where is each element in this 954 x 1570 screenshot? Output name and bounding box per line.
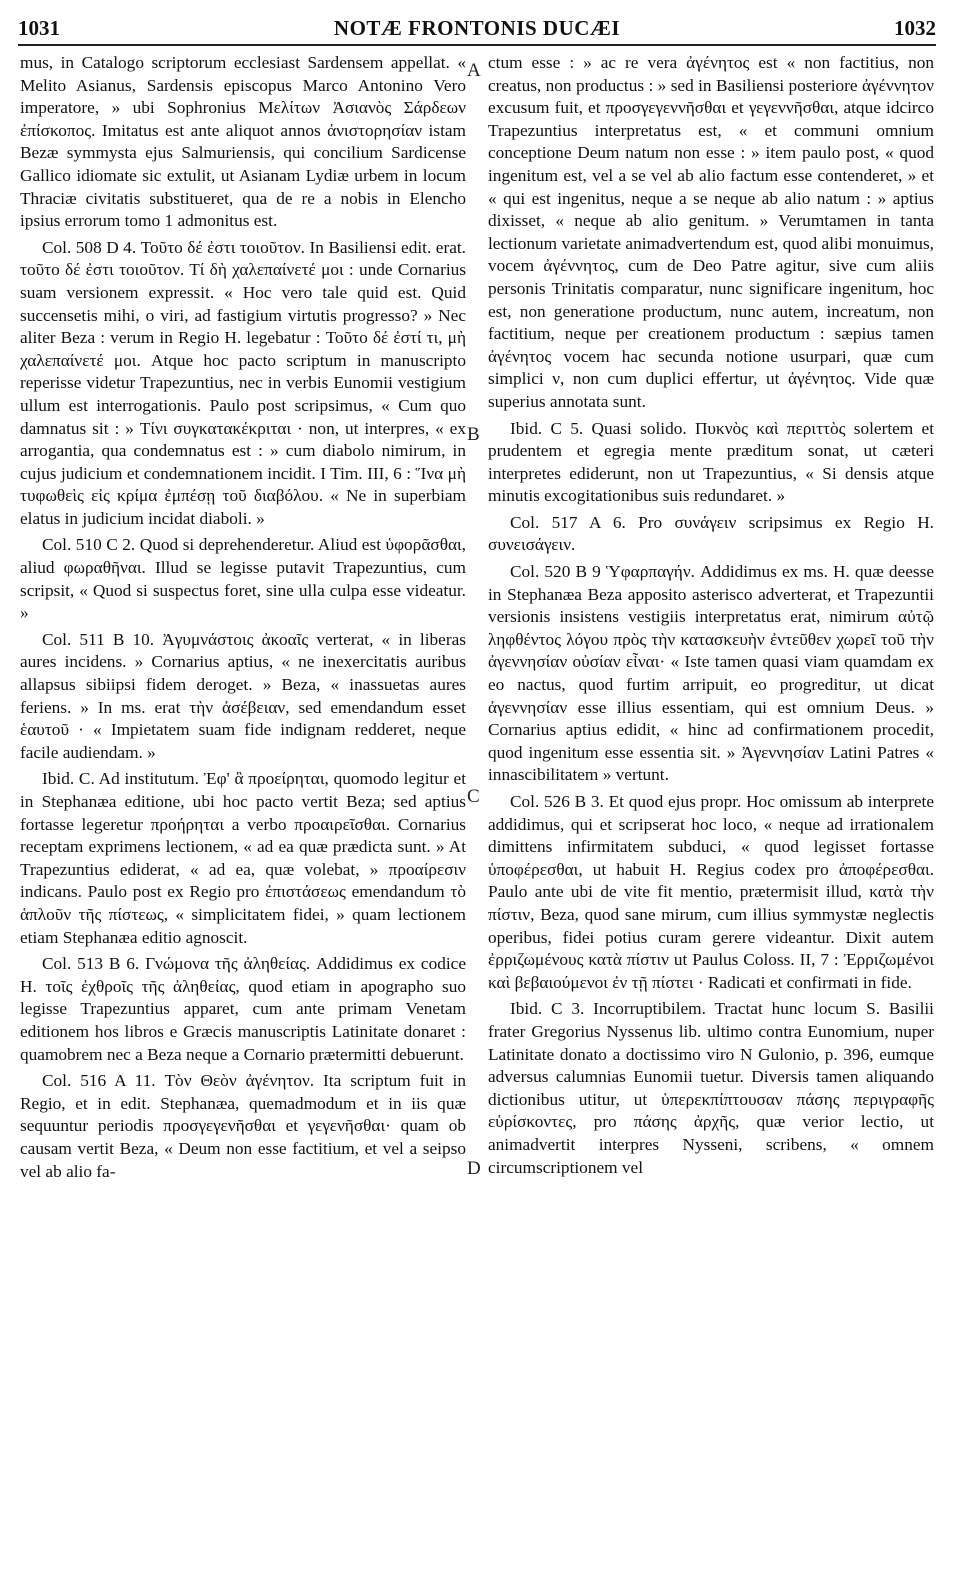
right-column <box>488 52 934 1183</box>
running-title: NOTÆ FRONTONIS DUCÆI <box>333 16 621 40</box>
left-column <box>20 52 466 1187</box>
paragraph: mus, in Catalogo scriptorum ecclesiast Sardensem appellat. « Melito Asianus, Sardensis episcopus Marco Antonino Vero imperatore, » ubi Sophronius Μελίτων Ἀσιανὸς Σάρδεων ἐπίσκοπος. Imitatus est ante aliquot annos ἀνιστορησίαν istam Bezæ symmysta ejus Salmuriensis, qui concilium Sardicense Gallico idiomate sic extulit, ut Asianam Lydiæ urbem in locum Thraciæ civitatis substitueret, qua de re a nobis in Elencho ipsius errorum tomo 1 admonitus est. <box>20 53 466 231</box>
paragraph: Col. 508 D 4. Τοῦτο δέ ἐστι τοιοῦτον. In Basiliensi edit. erat. τοῦτο δέ ἐστι τοιοῦτον. Τί δὴ χαλεπαίνετέ μοι : unde Cornarius suam versionem expressit. « Hoc vero tale quid est. Quid succensetis mihi, o viri, ad fastigium virtutis progresso? » Nec aliter Beza : verum in Regio H. legebatur : Τοῦτο δέ ἐστί τι, μὴ χαλεπαίνετέ μοι. Atque hoc pacto scriptum in manuscripto reperisse videtur Trapezuntius, nec in verbis Eunomii vestigium ullum est interrogationis. Paulo post scripsimus, « Cum quo damnatus sit : » Τίνι συγκατακέκριται · non, ut interpres, « ex arrogantia, qua condemnatus est : » cum diabolo nimirum, in cujus judicium et condemnationem incidit. I Tim. III, 6 : Ἵνα μὴ τυφωθεὶς εἰς κρίμα ἐμπέσῃ τοῦ διαβόλου. « Ne in superbiam elatus in judicium incidat diaboli. » <box>20 237 466 528</box>
page-number-left: 1031 <box>18 16 60 40</box>
margin-letter: B <box>467 424 480 445</box>
page-number-right: 1032 <box>894 16 936 40</box>
running-header <box>18 12 936 44</box>
paragraph: Col. 526 B 3. Et quod ejus propr. Hoc omissum ab interprete addidimus, qui et scripserat hoc loco, « neque ad irrationalem dimittens infirmitatem subduci, « quod legisset fortasse ὑποφέρεσθαι, ut habuit H. Regius codex pro ἀποφέρεσθαι. Paulo ante ubi de vite fit mentio, prætermisit illud, κατὰ τὴν πίστιν, Beza, quod sane mirum, cum illius symmystæ neglectis operibus, fidei potius curam gerere videantur. Dixit autem ἐρριζωμένους κατὰ πίστιν ut Paulus Coloss. II, 7 : Ἐρριζωμένοι καὶ βεβαιούμενοι ἐν τῇ πίστει · Radicati et confirmati in fide. <box>488 792 934 992</box>
paragraph: Col. 511 B 10. Ἀγυμνάστοις ἀκοαῖς verterat, « in liberas aures incidens. » Cornarius aptius, « ne inexercitatis auribus allapsus sibiipsi fidem deroget. » Beza, « inassuetas aures feriens. » In ms. erat τὴν ἀσέβειαν, sed emendandum esset ἑαυτοῦ · « Impietatem suam fide indignam redderet, neque facile audiendam. » <box>20 629 466 762</box>
paragraph: Col. 516 A 11. Τὸν Θεὸν ἀγένητον. Ita scriptum fuit in Regio, et in edit. Stephanæa, quemadmodum et in iis quæ sequuntur periodis προσγεγενῆσθαι et γεγενῆσθαι· quam ob causam vertit Beza, « Deum non esse factitium, et vel a seipso vel ab alio fa- <box>20 1071 466 1181</box>
margin-letter: A <box>467 60 481 81</box>
paragraph: ctum esse : » ac re vera ἀγένητος est « non factitius, non creatus, non productus : » sed in Basiliensi posteriore ἀγέννητον excusum fuit, et προσγεγεννῆσθαι et γεγεννῆσθαι, atque idcirco Trapezuntius interpretatus est, « et communi omnium conceptione Deum natum non esse : » item paulo post, « quod ingenitum est, vel a se vel ab alio factum esse contenderet, » et « qui est ingenitus, neque a se neque ab alio natum : » aptius dixisset, « neque ab alio genitum. » Verumtamen in tanta lectionum varietate animadvertendum est, quod alibi monuimus, vocem ἀγέννητος, cum de Deo Patre agitur, sive cum aliis personis Trinitatis comparatur, nunc significare ingenitum, hoc est, non generatione productum, nunc autem, increatum, non factitium, neque per creationem productum : sæpius tamen ἀγένητος vocem hac secunda notione usurpari, quæ cum simplici ν, non cum duplici effertur, ut ἀγένητος. Vide quæ superius annotata sunt. <box>488 53 934 411</box>
paragraph: Ibid. C. Ad institutum. Ἐφ' ἃ προείρηται, quomodo legitur et in Stephanæa editione, ubi hoc pacto vertit Beza; sed aptius fortasse legeretur προήρηται a verbo προαιρεῖσθαι. Cornarius receptam exprimens lectionem, « ad ea quæ prædicta sunt. » At Trapezuntius ediderat, « ad ea, quæ volebat, » προαίρεσιν indicans. Paulo post ex Regio pro ἐπιστάσεως emendandum τὸ ἁπλοῦν τῆς πίστεως, « simplicitatem fidei, » quam lectionem etiam Stephanæa editio agnoscit. <box>20 769 466 947</box>
paragraph: Col. 520 B 9 Ὑφαρπαγήν. Addidimus ex ms. H. quæ deesse in Stephanæa Beza apposito asterisco adverterat, et Trapezuntii versionis insistens vestigiis interpretatus erat, nimirum αὐτῷ ληφθέντος λόγου πρὸς τὴν κατασκευὴν ἐντεῦθεν χωρεῖ τοῦ τὴν ἀγεννησίαν οὐσίαν εἶναι· « Iste tamen quasi viam quamdam ex eo nactus, quod furtim arripuit, eo progreditur, ut dicat ἀγεννησίαν esse illius essentiam, qui est omnium Deus. » Cornarius aptius edidit, « hinc ad confirmationem procedit, quod ingenitum esse essentia sit. » Ἀγεννησίαν Latini Patres « innascibilitatem » vertunt. <box>488 562 934 785</box>
header-rule <box>18 44 936 46</box>
paragraph: Col. 513 B 6. Γνώμονα τῆς ἀληθείας. Addidimus ex codice H. τοῖς ἐχθροῖς τῆς ἀληθείας, quod etiam in apographo suo legisse Trapezuntius apparet, cum ante primam Venetam editionem hos libros e Græcis manuscriptis Latinitate donaret : quamobrem nec a Beza neque a Cornario prætermitti debuerunt. <box>20 954 466 1064</box>
margin-letter: C <box>467 786 480 807</box>
paragraph: Ibid. C 3. Incorruptibilem. Tractat hunc locum S. Basilii frater Gregorius Nyssenus lib. ultimo contra Eunomium, nuper Latinitate donato a doctissimo viro N Gulonio, p. 396, eumque adversus calumnias Eunomii tuetur. Diversis tamen aliquando dictionibus utitur, ut ὑπερεκπίπτουσαν πάσης περιγραφῆς εὑρίσκοντες, pro πάσης ἀρχῆς, quæ verior lectio, ut animadvertit interpres Nysseni, scribens, « omnem circumscriptionem vel <box>488 999 934 1177</box>
paragraph: Col. 510 C 2. Quod si deprehenderetur. Aliud est ὑφορᾶσθαι, aliud φωραθῆναι. Illud se legisse putavit Trapezuntius, cum scripsit, « Quod si suspectus foret, sine ulla culpa esse videatur. » <box>20 535 466 623</box>
paragraph: Col. 517 A 6. Pro συνάγειν scripsimus ex Regio H. συνεισάγειν. <box>488 512 934 555</box>
paragraph: Ibid. C 5. Quasi solido. Πυκνὸς καὶ περιττὸς solertem et prudentem et egregia mente præditum sonat, ut cæteri interpretes ediderunt, non ut Trapezuntius, « Si densis atque minutis excogitationibus suis redundaret. » <box>488 418 934 506</box>
margin-letter: D <box>467 1158 481 1179</box>
